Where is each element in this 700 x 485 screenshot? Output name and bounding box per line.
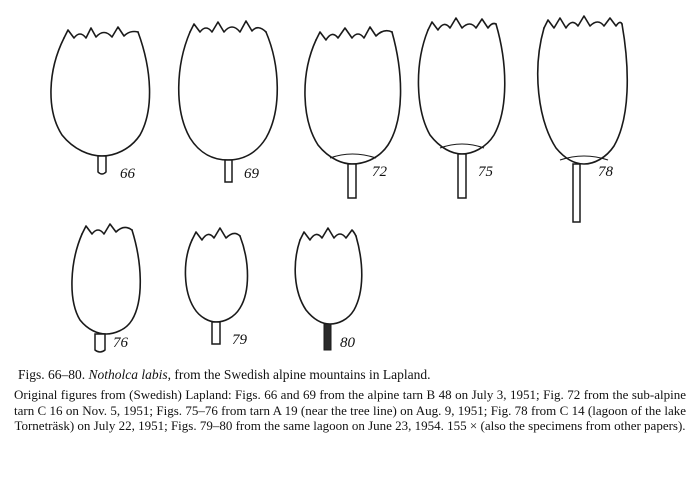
species-name: Notholca labis — [88, 367, 168, 382]
fig-label-78: 78 — [598, 164, 613, 180]
specimen-80 — [295, 228, 362, 351]
caption-title — [18, 366, 686, 383]
specimen-79 — [185, 228, 247, 348]
fig-label-69: 69 — [244, 166, 259, 182]
specimen-66 — [51, 27, 150, 182]
fig-label-79: 79 — [232, 332, 247, 348]
caption-body: Original figures from (Swedish) Lapland: Figs. 66 and 69 from the alpine tarn B 48 on July 3, 1951; Fig. 72 from the sub-alpine tarn C 16 on Nov. 5, 1951; Figs. 75–76 from tarn A 19 (near the tree line) on Aug. 9, 1951; Fig. 78 from C 14 (lagoon of the lake Torneträsk) on July 22, 1951; Figs. 79–80 from the same lagoon on June 23, 1954. 155 × (also the specimens from other papers). — [14, 387, 686, 433]
caption-title-suffix: , from the Swedish alpine mountains in Lapland. — [167, 367, 431, 382]
fig-label-66: 66 — [120, 166, 135, 182]
specimen-75 — [418, 18, 504, 198]
specimen-76 — [72, 224, 140, 352]
figure-caption — [14, 366, 686, 434]
fig-label-76: 76 — [113, 335, 128, 351]
specimen-72 — [305, 27, 401, 198]
specimen-78 — [538, 16, 627, 222]
specimen-69 — [179, 21, 278, 182]
fig-label-75: 75 — [478, 164, 493, 180]
fig-label-80: 80 — [340, 335, 355, 351]
fig-label-72: 72 — [372, 164, 387, 180]
caption-title-prefix: Figs. 66–80. — [18, 367, 89, 382]
